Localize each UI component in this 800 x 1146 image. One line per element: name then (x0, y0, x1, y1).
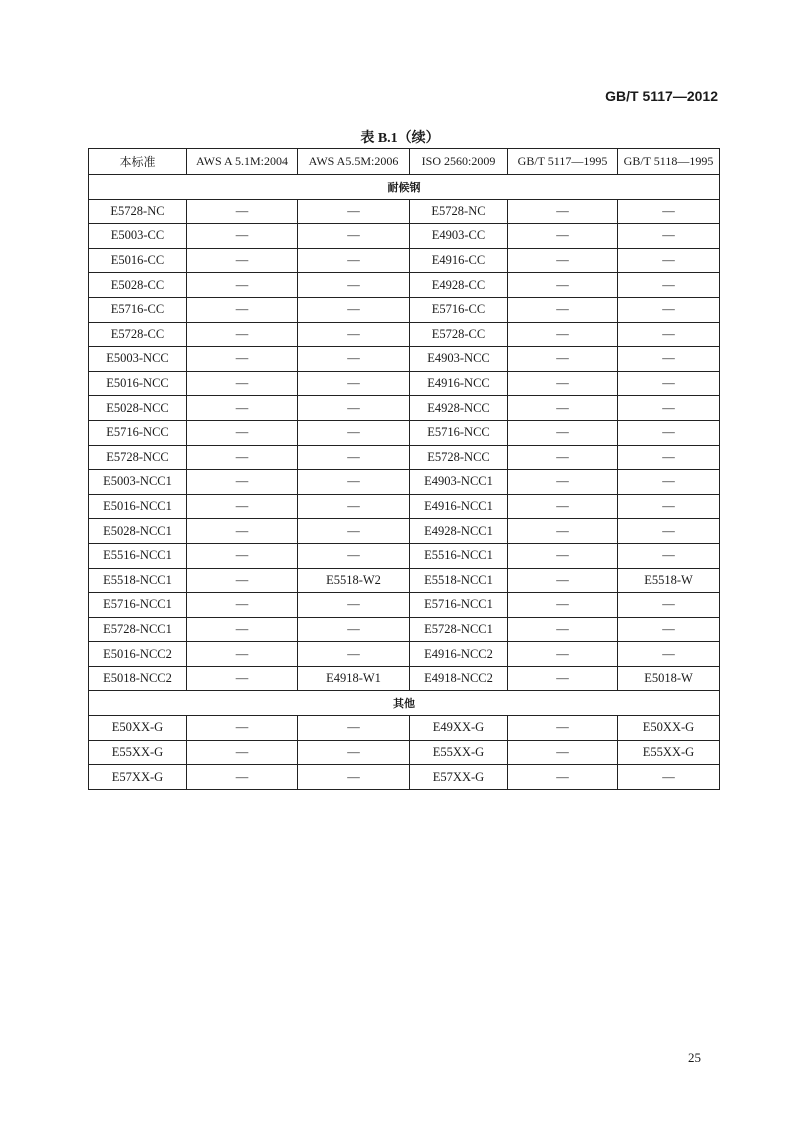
table-cell: E5728-NC (89, 199, 187, 224)
table-cell: — (508, 568, 618, 593)
table-cell: — (298, 593, 410, 618)
table-cell: E4916-NCC1 (410, 494, 508, 519)
table-cell: E4928-CC (410, 273, 508, 298)
table-cell: E5516-NCC1 (89, 543, 187, 568)
table-cell: — (618, 396, 720, 421)
table-cell: — (298, 322, 410, 347)
table-cell: E5003-CC (89, 224, 187, 249)
table-cell: E5716-NCC (89, 420, 187, 445)
table-cell: E5728-NCC (89, 445, 187, 470)
table-cell: E5016-NCC1 (89, 494, 187, 519)
table-cell: E4928-NCC1 (410, 519, 508, 544)
table-row (89, 248, 720, 273)
table-cell: — (618, 765, 720, 790)
table-row (89, 519, 720, 544)
table-cell: — (298, 297, 410, 322)
table-cell: E5028-CC (89, 273, 187, 298)
table-cell: — (618, 617, 720, 642)
table-cell: E50XX-G (89, 716, 187, 741)
table-cell: E4903-CC (410, 224, 508, 249)
table-cell: E5728-NCC1 (89, 617, 187, 642)
table-cell: E4916-CC (410, 248, 508, 273)
table-cell: — (298, 519, 410, 544)
table-cell: — (187, 248, 298, 273)
table-cell: E55XX-G (89, 740, 187, 765)
table-cell: E4918-W1 (298, 666, 410, 691)
table-cell: E5728-CC (89, 322, 187, 347)
table-cell: E5016-NCC2 (89, 642, 187, 667)
table-cell: E4916-NCC2 (410, 642, 508, 667)
table-row (89, 371, 720, 396)
table-cell: — (298, 543, 410, 568)
document-header: GB/T 5117—2012 (605, 88, 718, 104)
table-cell: — (187, 371, 298, 396)
table-cell: — (187, 420, 298, 445)
table-cell: — (508, 642, 618, 667)
table-cell: — (508, 322, 618, 347)
table-cell: E4903-NCC (410, 347, 508, 372)
column-header: 本标准 (89, 149, 187, 175)
table-cell: E5518-NCC1 (410, 568, 508, 593)
column-header: ISO 2560:2009 (410, 149, 508, 175)
table-cell: — (618, 224, 720, 249)
table-cell: — (508, 740, 618, 765)
table-cell: — (298, 617, 410, 642)
table-cell: — (508, 543, 618, 568)
table-cell: — (508, 765, 618, 790)
table-cell: — (187, 445, 298, 470)
table-row (89, 420, 720, 445)
column-header: GB/T 5118—1995 (618, 149, 720, 175)
table-cell: — (187, 322, 298, 347)
table-cell: — (187, 593, 298, 618)
table-cell: — (298, 642, 410, 667)
table-cell: E5716-CC (410, 297, 508, 322)
table-cell: E5028-NCC (89, 396, 187, 421)
table-cell: — (618, 347, 720, 372)
table-cell: — (298, 445, 410, 470)
table-cell: — (187, 765, 298, 790)
table-cell: — (298, 396, 410, 421)
table-cell: — (187, 224, 298, 249)
table-cell: E5028-NCC1 (89, 519, 187, 544)
section-title: 耐候钢 (89, 175, 720, 200)
table-cell: — (508, 297, 618, 322)
table-cell: E55XX-G (410, 740, 508, 765)
table-cell: — (508, 248, 618, 273)
table-cell: E5003-NCC (89, 347, 187, 372)
table-cell: — (298, 199, 410, 224)
table-cell: — (508, 445, 618, 470)
column-header: AWS A5.5M:2006 (298, 149, 410, 175)
table-row (89, 543, 720, 568)
table-cell: E57XX-G (89, 765, 187, 790)
table-cell: — (618, 494, 720, 519)
table-cell: — (187, 617, 298, 642)
table-cell: — (508, 371, 618, 396)
table-row (89, 224, 720, 249)
table-cell: — (298, 740, 410, 765)
table-cell: — (508, 593, 618, 618)
table-cell: — (508, 224, 618, 249)
table-cell: — (618, 642, 720, 667)
table-row (89, 445, 720, 470)
table-cell: — (187, 396, 298, 421)
table-cell: — (298, 765, 410, 790)
table-cell: — (298, 494, 410, 519)
table-cell: E57XX-G (410, 765, 508, 790)
table-row (89, 666, 720, 691)
table-cell: — (298, 371, 410, 396)
table-cell: — (298, 248, 410, 273)
table-cell: — (618, 420, 720, 445)
table-cell: E5728-NCC1 (410, 617, 508, 642)
table-cell: E4918-NCC2 (410, 666, 508, 691)
table-cell: — (187, 568, 298, 593)
section-row (89, 691, 720, 716)
table-cell: — (508, 199, 618, 224)
table-cell: E5518-W (618, 568, 720, 593)
section-title: 其他 (89, 691, 720, 716)
table-row (89, 568, 720, 593)
table-cell: — (618, 248, 720, 273)
table-row (89, 617, 720, 642)
table-cell: — (618, 470, 720, 495)
table-cell: — (187, 642, 298, 667)
table-row (89, 273, 720, 298)
table-cell: — (187, 716, 298, 741)
table-row (89, 396, 720, 421)
table-cell: E5716-NCC (410, 420, 508, 445)
table-cell: E5018-W (618, 666, 720, 691)
table-cell: — (508, 420, 618, 445)
table-title: 表 B.1（续） (360, 131, 440, 146)
table-cell: — (298, 347, 410, 372)
table-cell: E5518-NCC1 (89, 568, 187, 593)
table-cell: E49XX-G (410, 716, 508, 741)
table-cell: E5516-NCC1 (410, 543, 508, 568)
table-cell: — (298, 470, 410, 495)
table-cell: — (618, 519, 720, 544)
table-row (89, 199, 720, 224)
column-header: GB/T 5117—1995 (508, 149, 618, 175)
table-cell: — (187, 494, 298, 519)
table-cell: — (187, 470, 298, 495)
table-cell: — (618, 322, 720, 347)
table-cell: — (618, 297, 720, 322)
table-cell: E5728-NCC (410, 445, 508, 470)
table-cell: — (508, 716, 618, 741)
table-cell: E5003-NCC1 (89, 470, 187, 495)
table-cell: E5016-NCC (89, 371, 187, 396)
page-number: 25 (688, 1050, 701, 1065)
table-row (89, 494, 720, 519)
table-row (89, 322, 720, 347)
table-cell: — (187, 666, 298, 691)
table-cell: — (508, 273, 618, 298)
section-row (89, 175, 720, 200)
table-cell: — (187, 199, 298, 224)
table-row (89, 765, 720, 790)
table-cell: E5716-NCC1 (89, 593, 187, 618)
table-cell: — (298, 224, 410, 249)
table-cell: — (618, 371, 720, 396)
table-cell: — (618, 593, 720, 618)
table-cell: — (618, 445, 720, 470)
table-cell: — (618, 199, 720, 224)
table-cell: E5018-NCC2 (89, 666, 187, 691)
table-cell: — (508, 396, 618, 421)
table-cell: E4916-NCC (410, 371, 508, 396)
table-row (89, 740, 720, 765)
table-cell: — (508, 347, 618, 372)
table-cell: — (298, 273, 410, 298)
comparison-table (88, 148, 720, 790)
header-row (89, 149, 720, 175)
table-cell: E4928-NCC (410, 396, 508, 421)
table-cell: E5016-CC (89, 248, 187, 273)
table-row (89, 347, 720, 372)
table-cell: E5728-NC (410, 199, 508, 224)
table-cell: E5716-CC (89, 297, 187, 322)
table-cell: — (508, 519, 618, 544)
table-row (89, 593, 720, 618)
table-row (89, 642, 720, 667)
column-header: AWS A 5.1M:2004 (187, 149, 298, 175)
table-cell: — (187, 740, 298, 765)
table-cell: E50XX-G (618, 716, 720, 741)
table-cell: — (298, 716, 410, 741)
table-cell: — (187, 543, 298, 568)
table-cell: — (298, 420, 410, 445)
table-row (89, 716, 720, 741)
table-cell: E4903-NCC1 (410, 470, 508, 495)
table-cell: E55XX-G (618, 740, 720, 765)
table-cell: — (618, 543, 720, 568)
table-cell: E5728-CC (410, 322, 508, 347)
table-cell: E5518-W2 (298, 568, 410, 593)
table-cell: — (187, 519, 298, 544)
table-cell: — (618, 273, 720, 298)
table-cell: E5716-NCC1 (410, 593, 508, 618)
table-cell: — (508, 494, 618, 519)
table-cell: — (187, 347, 298, 372)
table-row (89, 297, 720, 322)
table-cell: — (508, 617, 618, 642)
table-cell: — (187, 297, 298, 322)
table-cell: — (508, 470, 618, 495)
table-cell: — (187, 273, 298, 298)
table-cell: — (508, 666, 618, 691)
table-row (89, 470, 720, 495)
